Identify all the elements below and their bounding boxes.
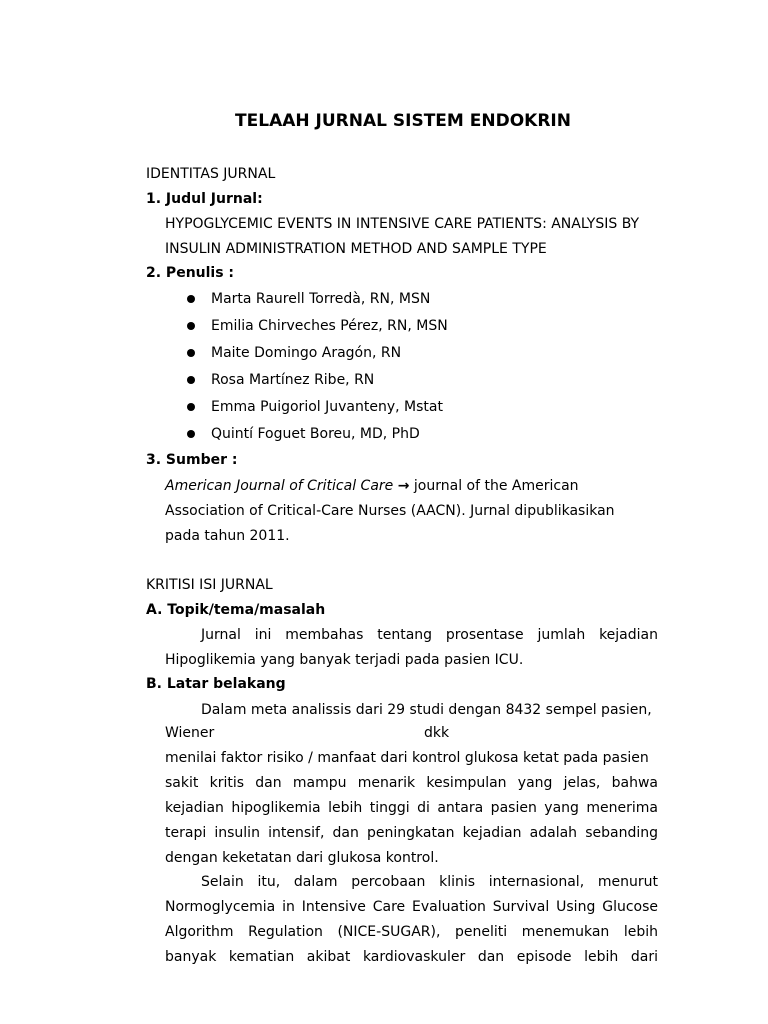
bullet-icon bbox=[187, 349, 195, 357]
latar-label: B. Latar belakang bbox=[146, 676, 286, 692]
sumber-line-1-rest: journal of the American bbox=[413, 478, 579, 494]
latar-dkk: dkk bbox=[424, 725, 450, 741]
bullet-icon bbox=[187, 295, 195, 303]
author-item: Maite Domingo Aragón, RN bbox=[211, 345, 402, 361]
sumber-line-3: pada tahun 2011. bbox=[165, 528, 290, 544]
judul-line-2: INSULIN ADMINISTRATION METHOD AND SAMPLE TYPE bbox=[165, 241, 547, 257]
latar-line-1: Dalam meta analissis dari 29 studi dengan 8432 sempel pasien, bbox=[201, 702, 652, 718]
sumber-line-2: Association of Critical-Care Nurses (AACN). Jurnal dipublikasikan bbox=[165, 503, 615, 519]
sumber-line-1 bbox=[165, 477, 579, 495]
latar-line-5: kejadian hipoglikemia lebih tinggi di antara pasien yang menerima bbox=[165, 800, 658, 816]
bullet-icon bbox=[187, 322, 195, 330]
author-item: Quintí Foguet Boreu, MD, PhD bbox=[211, 426, 420, 442]
penulis-label: 2. Penulis : bbox=[146, 265, 235, 281]
judul-label: 1. Judul Jurnal: bbox=[146, 191, 263, 207]
bullet-icon bbox=[187, 376, 195, 384]
document-title: TELAAH JURNAL SISTEM ENDOKRIN bbox=[235, 111, 571, 131]
latar2-line-3: Algorithm Regulation (NICE-SUGAR), peneliti menemukan lebih bbox=[165, 924, 658, 940]
latar-line-6: terapi insulin intensif, dan peningkatan kejadian adalah sebanding bbox=[165, 825, 658, 841]
section-heading-kritisi: KRITISI ISI JURNAL bbox=[146, 577, 273, 593]
journal-name: American Journal of Critical Care bbox=[165, 478, 394, 494]
author-item: Emma Puigoriol Juvanteny, Mstat bbox=[211, 399, 443, 415]
latar2-line-1: Selain itu, dalam percobaan klinis internasional, menurut bbox=[201, 874, 658, 890]
author-item: Rosa Martínez Ribe, RN bbox=[211, 372, 375, 388]
latar-line-4: sakit kritis dan mampu menarik kesimpulan yang jelas, bahwa bbox=[165, 775, 658, 791]
bullet-icon bbox=[187, 430, 195, 438]
latar2-line-4: banyak kematian akibat kardiovaskuler dan episode lebih dari bbox=[165, 949, 658, 965]
author-item: Marta Raurell Torredà, RN, MSN bbox=[211, 291, 431, 307]
latar-line-7: dengan keketatan dari glukosa kontrol. bbox=[165, 850, 439, 866]
topik-line-2: Hipoglikemia yang banyak terjadi pada pasien ICU. bbox=[165, 652, 524, 668]
bullet-icon bbox=[187, 403, 195, 411]
arrow-right-icon: → bbox=[397, 478, 410, 494]
latar2-line-2: Normoglycemia in Intensive Care Evaluation Survival Using Glucose bbox=[165, 899, 658, 915]
author-item: Emilia Chirveches Pérez, RN, MSN bbox=[211, 318, 448, 334]
topik-label: A. Topik/tema/masalah bbox=[146, 602, 326, 618]
sumber-label: 3. Sumber : bbox=[146, 452, 238, 468]
latar-line-3: menilai faktor risiko / manfaat dari kontrol glukosa ketat pada pasien bbox=[165, 750, 649, 766]
topik-line-1: Jurnal ini membahas tentang prosentase jumlah kejadian bbox=[201, 627, 658, 643]
section-heading-identitas: IDENTITAS JURNAL bbox=[146, 166, 276, 182]
latar-wiener: Wiener bbox=[165, 725, 215, 741]
judul-line-1: HYPOGLYCEMIC EVENTS IN INTENSIVE CARE PATIENTS: ANALYSIS BY bbox=[165, 216, 640, 232]
